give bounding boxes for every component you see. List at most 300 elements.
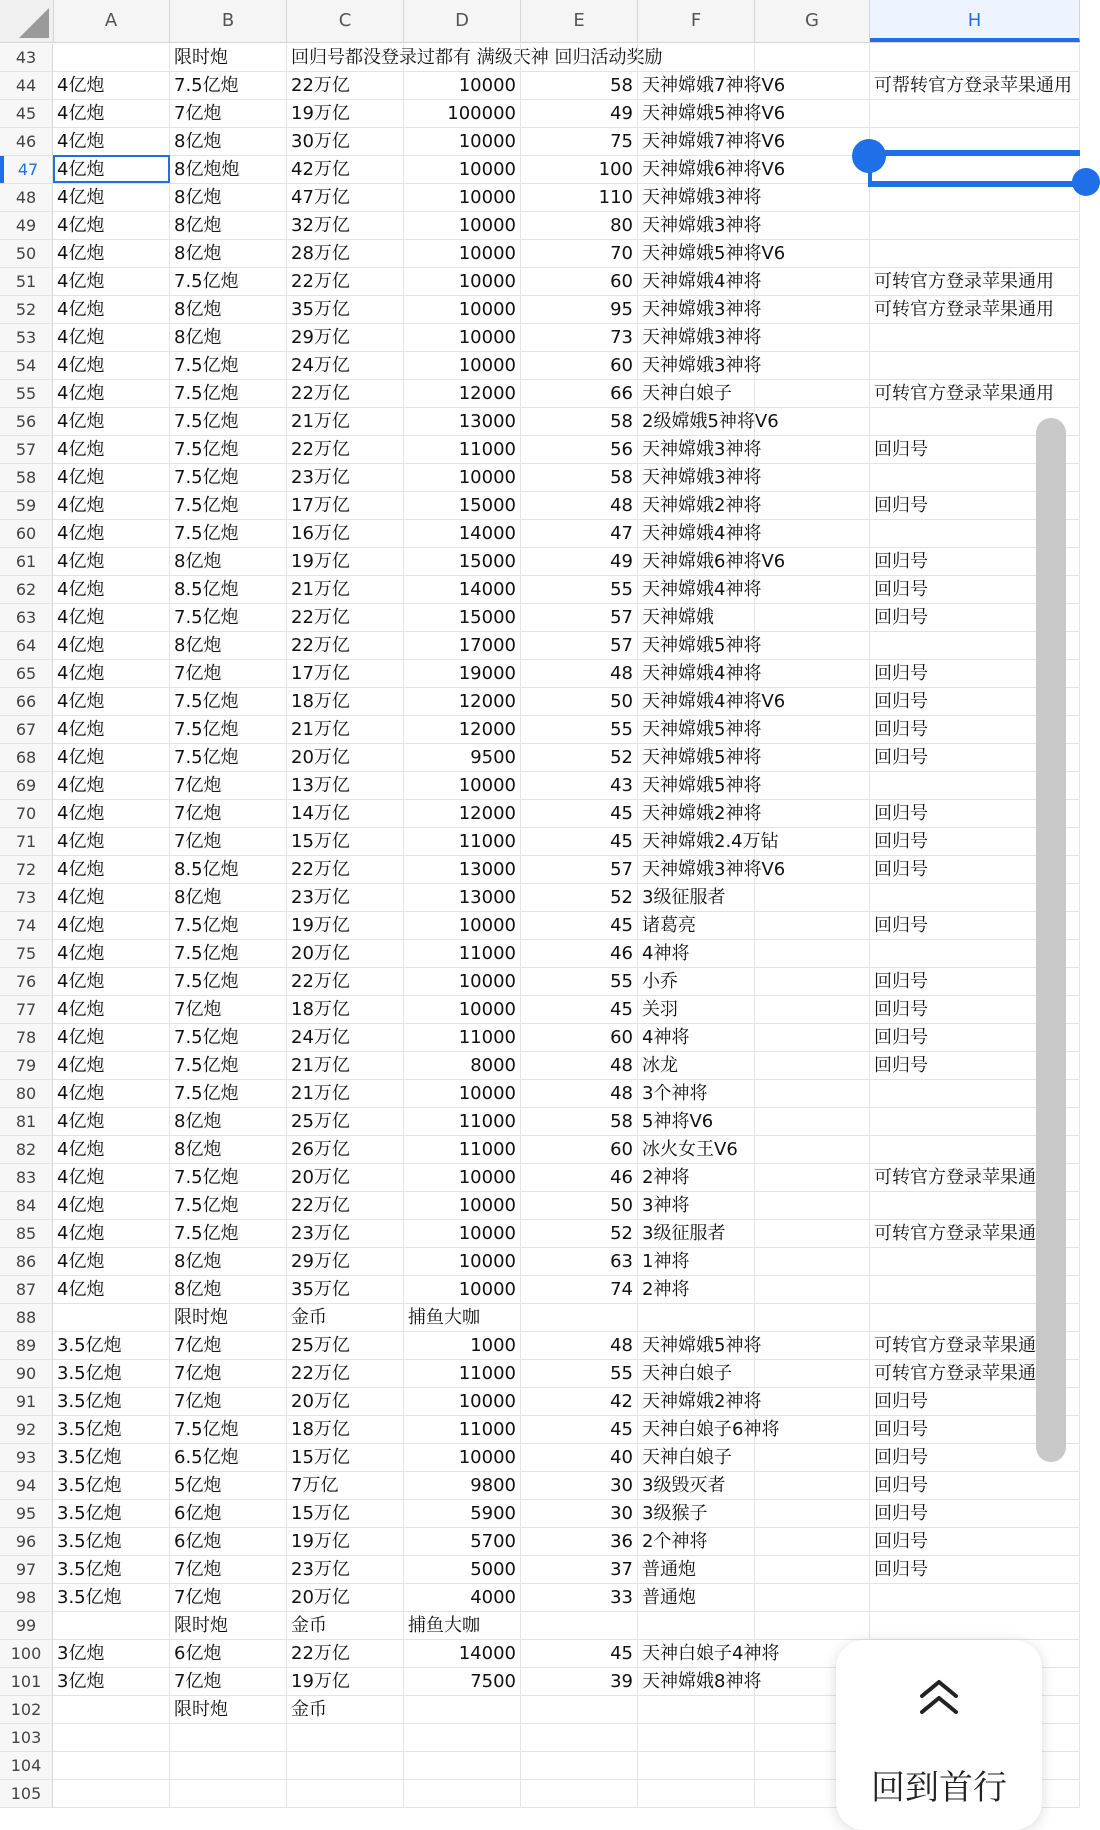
cell-g[interactable] [755,1388,870,1415]
cell-e[interactable]: 60 [521,1136,638,1163]
cell-f[interactable] [638,1696,755,1723]
cell-f[interactable] [638,1780,755,1807]
cell-e[interactable] [521,1752,638,1779]
cell-h[interactable]: 回归号 [870,436,1080,463]
cell-g[interactable] [755,72,870,99]
cell-h[interactable] [870,240,1080,267]
cell-d[interactable]: 10000 [404,184,521,211]
cell-c[interactable]: 29万亿 [287,1248,404,1275]
row-header[interactable]: 89 [0,1332,53,1359]
cell-e[interactable] [521,44,638,71]
cell-e[interactable]: 73 [521,324,638,351]
cell-g[interactable] [755,1360,870,1387]
cell-f[interactable]: 4神将 [638,940,755,967]
cell-h[interactable]: 可帮转官方登录苹果通用 [870,72,1080,99]
row-header[interactable]: 59 [0,492,53,519]
cell-g[interactable] [755,1500,870,1527]
cell-e[interactable]: 58 [521,1108,638,1135]
row-header[interactable]: 54 [0,352,53,379]
cell-e[interactable]: 55 [521,1360,638,1387]
cell-b[interactable]: 8亿炮 [170,1276,287,1303]
cell-h[interactable] [870,352,1080,379]
cell-d[interactable]: 5900 [404,1500,521,1527]
cell-g[interactable] [755,1192,870,1219]
cell-b[interactable]: 7.5亿炮 [170,1052,287,1079]
cell-c[interactable]: 24万亿 [287,1024,404,1051]
cell-d[interactable]: 17000 [404,632,521,659]
cell-a[interactable] [53,1780,170,1807]
cell-d[interactable]: 10000 [404,156,521,183]
cell-b[interactable]: 8亿炮 [170,1248,287,1275]
cell-b[interactable] [170,1780,287,1807]
cell-a[interactable]: 4亿炮 [53,996,170,1023]
row-header[interactable]: 68 [0,744,53,771]
cell-e[interactable]: 48 [521,1080,638,1107]
cell-d[interactable]: 10000 [404,772,521,799]
cell-b[interactable]: 7.5亿炮 [170,1192,287,1219]
cell-b[interactable]: 7亿炮 [170,660,287,687]
cell-f[interactable]: 5神将V6 [638,1108,755,1135]
cell-e[interactable]: 55 [521,968,638,995]
cell-g[interactable] [755,268,870,295]
cell-d[interactable]: 10000 [404,72,521,99]
cell-h[interactable]: 回归号 [870,744,1080,771]
cell-g[interactable] [755,1416,870,1443]
cell-a[interactable]: 4亿炮 [53,1276,170,1303]
column-header-f[interactable]: F [638,0,755,42]
cell-a[interactable]: 4亿炮 [53,520,170,547]
cell-f[interactable]: 天神嫦娥5神将V6 [638,240,755,267]
row-header[interactable]: 61 [0,548,53,575]
cell-a[interactable] [53,44,170,71]
row-header[interactable]: 99 [0,1612,53,1639]
cell-g[interactable] [755,1220,870,1247]
row-header[interactable]: 91 [0,1388,53,1415]
cell-d[interactable]: 11000 [404,828,521,855]
cell-c[interactable] [287,1724,404,1751]
row-header[interactable]: 84 [0,1192,53,1219]
cell-f[interactable]: 天神白娘子4神将 [638,1640,755,1667]
row-header[interactable]: 69 [0,772,53,799]
cell-f[interactable]: 天神嫦娥3神将 [638,464,755,491]
cell-c[interactable]: 19万亿 [287,1668,404,1695]
cell-f[interactable]: 天神白娘子 [638,380,755,407]
cell-b[interactable]: 8.5亿炮 [170,576,287,603]
cell-a[interactable]: 3.5亿炮 [53,1444,170,1471]
cell-f[interactable]: 天神嫦娥4神将 [638,576,755,603]
cell-b[interactable]: 7.5亿炮 [170,520,287,547]
cell-e[interactable]: 43 [521,772,638,799]
cell-h[interactable]: 回归号 [870,1388,1080,1415]
cell-c[interactable]: 35万亿 [287,296,404,323]
row-header[interactable]: 44 [0,72,53,99]
cell-g[interactable] [755,1108,870,1135]
cell-d[interactable]: 10000 [404,324,521,351]
cell-c[interactable]: 21万亿 [287,1052,404,1079]
cell-f[interactable]: 天神嫦娥2.4万钻 [638,828,755,855]
cell-c[interactable]: 20万亿 [287,1584,404,1611]
cell-e[interactable]: 50 [521,688,638,715]
row-header[interactable]: 80 [0,1080,53,1107]
cell-a[interactable]: 3亿炮 [53,1668,170,1695]
cell-c[interactable]: 20万亿 [287,1388,404,1415]
cell-h[interactable]: 回归号 [870,968,1080,995]
cell-b[interactable]: 7.5亿炮 [170,464,287,491]
cell-c[interactable]: 19万亿 [287,100,404,127]
cell-d[interactable]: 10000 [404,1388,521,1415]
cell-a[interactable]: 3.5亿炮 [53,1556,170,1583]
cell-c[interactable]: 15万亿 [287,1500,404,1527]
cell-f[interactable]: 天神嫦娥4神将 [638,268,755,295]
cell-f[interactable]: 普通炮 [638,1556,755,1583]
cell-a[interactable]: 4亿炮 [53,380,170,407]
row-header[interactable]: 74 [0,912,53,939]
cell-b[interactable]: 7.5亿炮 [170,268,287,295]
cell-f[interactable]: 天神嫦娥3神将 [638,296,755,323]
cell-h[interactable]: 可转官方登录苹果通 [870,1332,1080,1359]
cell-d[interactable]: 9800 [404,1472,521,1499]
cell-c[interactable]: 26万亿 [287,1136,404,1163]
cell-e[interactable]: 66 [521,380,638,407]
cell-h[interactable]: 回归号 [870,1052,1080,1079]
cell-f[interactable] [638,1612,755,1639]
cell-f[interactable]: 2神将 [638,1276,755,1303]
cell-a[interactable]: 4亿炮 [53,1192,170,1219]
cell-a[interactable]: 3.5亿炮 [53,1332,170,1359]
cell-e[interactable]: 42 [521,1388,638,1415]
cell-f[interactable]: 小乔 [638,968,755,995]
cell-d[interactable]: 15000 [404,604,521,631]
cell-e[interactable]: 52 [521,884,638,911]
cell-f[interactable] [638,1752,755,1779]
cell-e[interactable]: 48 [521,492,638,519]
cell-a[interactable] [53,1724,170,1751]
row-header[interactable]: 55 [0,380,53,407]
cell-b[interactable]: 8亿炮 [170,128,287,155]
cell-f[interactable]: 天神嫦娥5神将 [638,1332,755,1359]
cell-g[interactable] [755,324,870,351]
cell-f[interactable]: 天神嫦娥5神将 [638,772,755,799]
cell-g[interactable] [755,688,870,715]
cell-g[interactable] [755,1444,870,1471]
row-header[interactable]: 58 [0,464,53,491]
cell-f[interactable]: 天神嫦娥5神将 [638,716,755,743]
row-header[interactable]: 67 [0,716,53,743]
cell-a[interactable]: 4亿炮 [53,744,170,771]
cell-e[interactable]: 60 [521,268,638,295]
row-header[interactable]: 49 [0,212,53,239]
cell-h[interactable] [870,324,1080,351]
cell-d[interactable]: 10000 [404,968,521,995]
cell-c[interactable]: 29万亿 [287,324,404,351]
cell-f[interactable]: 天神嫦娥6神将V6 [638,156,755,183]
cell-d[interactable]: 11000 [404,1108,521,1135]
cell-d[interactable]: 4000 [404,1584,521,1611]
cell-e[interactable]: 110 [521,184,638,211]
cell-h[interactable]: 回归号 [870,1500,1080,1527]
cell-h[interactable]: 回归号 [870,548,1080,575]
row-header[interactable]: 95 [0,1500,53,1527]
cell-d[interactable]: 19000 [404,660,521,687]
cell-d[interactable]: 10000 [404,212,521,239]
cell-e[interactable]: 47 [521,520,638,547]
column-header-d[interactable]: D [404,0,521,42]
cell-f[interactable]: 3个神将 [638,1080,755,1107]
row-header[interactable]: 64 [0,632,53,659]
row-header[interactable]: 51 [0,268,53,295]
cell-g[interactable] [755,912,870,939]
cell-c[interactable]: 23万亿 [287,884,404,911]
cell-g[interactable] [755,548,870,575]
cell-d[interactable]: 10000 [404,1220,521,1247]
cell-a[interactable]: 3.5亿炮 [53,1584,170,1611]
cell-c[interactable]: 32万亿 [287,212,404,239]
cell-d[interactable]: 5700 [404,1528,521,1555]
cell-e[interactable]: 50 [521,1192,638,1219]
cell-g[interactable] [755,1332,870,1359]
cell-h[interactable] [870,100,1080,127]
cell-c[interactable]: 14万亿 [287,800,404,827]
cell-h[interactable] [870,156,1080,183]
row-header[interactable]: 43 [0,44,53,71]
cell-g[interactable] [755,1612,870,1639]
cell-f[interactable]: 天神嫦娥3神将 [638,324,755,351]
cell-c[interactable]: 22万亿 [287,436,404,463]
cell-a[interactable]: 4亿炮 [53,688,170,715]
cell-g[interactable] [755,100,870,127]
cell-d[interactable]: 5000 [404,1556,521,1583]
cell-c[interactable]: 19万亿 [287,548,404,575]
cell-f[interactable]: 天神白娘子 [638,1360,755,1387]
cell-a[interactable]: 4亿炮 [53,1164,170,1191]
row-header[interactable]: 100 [0,1640,53,1667]
vertical-scrollbar[interactable] [1036,418,1066,1462]
cell-d[interactable]: 11000 [404,1360,521,1387]
cell-e[interactable] [521,1780,638,1807]
cell-c[interactable]: 18万亿 [287,688,404,715]
cell-c[interactable]: 22万亿 [287,1360,404,1387]
cell-f[interactable]: 天神嫦娥8神将 [638,1668,755,1695]
cell-a[interactable]: 4亿炮 [53,800,170,827]
cell-g[interactable] [755,492,870,519]
cell-c[interactable]: 回归号都没登录过都有 满级天神 回归活动奖励 [287,44,404,71]
cell-g[interactable] [755,1024,870,1051]
cell-a[interactable]: 4亿炮 [53,156,170,183]
cell-a[interactable]: 3.5亿炮 [53,1360,170,1387]
cell-g[interactable] [755,520,870,547]
cell-d[interactable]: 8000 [404,1052,521,1079]
cell-d[interactable]: 13000 [404,856,521,883]
row-header[interactable]: 53 [0,324,53,351]
cell-c[interactable]: 24万亿 [287,352,404,379]
cell-b[interactable]: 7.5亿炮 [170,912,287,939]
cell-a[interactable] [53,1612,170,1639]
cell-a[interactable] [53,1696,170,1723]
cell-c[interactable]: 16万亿 [287,520,404,547]
cell-d[interactable]: 9500 [404,744,521,771]
row-header[interactable]: 46 [0,128,53,155]
cell-e[interactable]: 45 [521,1416,638,1443]
cell-f[interactable]: 天神嫦娥7神将V6 [638,128,755,155]
cell-g[interactable] [755,184,870,211]
cell-c[interactable]: 23万亿 [287,1556,404,1583]
cell-e[interactable]: 52 [521,744,638,771]
cell-g[interactable] [755,1080,870,1107]
cell-g[interactable] [755,604,870,631]
cell-h[interactable]: 可转官方登录苹果通用 [870,380,1080,407]
column-header-h[interactable]: H [870,0,1080,42]
cell-c[interactable]: 22万亿 [287,1192,404,1219]
cell-h[interactable]: 回归号 [870,800,1080,827]
cell-a[interactable]: 4亿炮 [53,856,170,883]
cell-d[interactable]: 10000 [404,1192,521,1219]
cell-d[interactable]: 10000 [404,240,521,267]
cell-c[interactable]: 22万亿 [287,72,404,99]
row-header[interactable]: 98 [0,1584,53,1611]
cell-a[interactable]: 4亿炮 [53,212,170,239]
cell-h[interactable]: 回归号 [870,1444,1080,1471]
cell-a[interactable]: 4亿炮 [53,968,170,995]
cell-g[interactable] [755,1136,870,1163]
cell-c[interactable]: 35万亿 [287,1276,404,1303]
cell-c[interactable]: 47万亿 [287,184,404,211]
cell-a[interactable]: 4亿炮 [53,72,170,99]
cell-g[interactable] [755,996,870,1023]
row-header[interactable]: 77 [0,996,53,1023]
column-header-a[interactable]: A [53,0,170,42]
row-header[interactable]: 65 [0,660,53,687]
column-header-g[interactable]: G [755,0,870,42]
row-header[interactable]: 90 [0,1360,53,1387]
cell-a[interactable]: 3.5亿炮 [53,1528,170,1555]
cell-e[interactable]: 48 [521,660,638,687]
cell-c[interactable]: 25万亿 [287,1332,404,1359]
cell-c[interactable]: 30万亿 [287,128,404,155]
cell-a[interactable]: 4亿炮 [53,828,170,855]
cell-h[interactable]: 回归号 [870,492,1080,519]
cell-g[interactable] [755,352,870,379]
cell-f[interactable]: 3级猴子 [638,1500,755,1527]
cell-e[interactable]: 33 [521,1584,638,1611]
cell-b[interactable]: 7.5亿炮 [170,1080,287,1107]
cell-c[interactable]: 20万亿 [287,1164,404,1191]
cell-d[interactable] [404,1780,521,1807]
cell-h[interactable]: 回归号 [870,716,1080,743]
cell-a[interactable]: 4亿炮 [53,1052,170,1079]
cell-b[interactable]: 7.5亿炮 [170,72,287,99]
cell-b[interactable]: 7亿炮 [170,772,287,799]
cell-a[interactable]: 4亿炮 [53,128,170,155]
cell-d[interactable]: 11000 [404,940,521,967]
cell-d[interactable]: 1000 [404,1332,521,1359]
cell-c[interactable]: 19万亿 [287,1528,404,1555]
cell-b[interactable]: 8亿炮 [170,1108,287,1135]
row-header[interactable]: 70 [0,800,53,827]
cell-a[interactable]: 4亿炮 [53,492,170,519]
cell-g[interactable] [755,660,870,687]
cell-h[interactable] [870,184,1080,211]
row-header[interactable]: 81 [0,1108,53,1135]
row-header[interactable]: 92 [0,1416,53,1443]
cell-e[interactable]: 80 [521,212,638,239]
cell-c[interactable]: 20万亿 [287,744,404,771]
cell-f[interactable]: 天神白娘子 [638,1444,755,1471]
cell-d[interactable]: 10000 [404,1248,521,1275]
cell-g[interactable] [755,212,870,239]
cell-f[interactable]: 2个神将 [638,1528,755,1555]
cell-h[interactable]: 回归号 [870,1472,1080,1499]
cell-d[interactable]: 7500 [404,1668,521,1695]
cell-e[interactable]: 58 [521,72,638,99]
cell-g[interactable] [755,800,870,827]
cell-b[interactable]: 7亿炮 [170,1360,287,1387]
cell-c[interactable]: 13万亿 [287,772,404,799]
cell-a[interactable]: 4亿炮 [53,884,170,911]
cell-d[interactable]: 10000 [404,1080,521,1107]
cell-a[interactable]: 3.5亿炮 [53,1472,170,1499]
row-header[interactable]: 105 [0,1780,53,1807]
cell-a[interactable] [53,1304,170,1331]
cell-e[interactable]: 45 [521,912,638,939]
cell-b[interactable]: 7.5亿炮 [170,352,287,379]
cell-c[interactable]: 15万亿 [287,828,404,855]
cell-d[interactable]: 11000 [404,1024,521,1051]
cell-a[interactable]: 4亿炮 [53,940,170,967]
cell-b[interactable]: 限时炮 [170,1304,287,1331]
cell-b[interactable]: 7.5亿炮 [170,408,287,435]
cell-e[interactable] [521,1696,638,1723]
cell-d[interactable]: 10000 [404,996,521,1023]
cell-e[interactable]: 75 [521,128,638,155]
cell-e[interactable]: 30 [521,1500,638,1527]
cell-a[interactable]: 4亿炮 [53,548,170,575]
row-header[interactable]: 60 [0,520,53,547]
cell-d[interactable]: 14000 [404,1640,521,1667]
cell-d[interactable] [404,44,521,71]
cell-e[interactable]: 48 [521,1332,638,1359]
cell-e[interactable]: 57 [521,632,638,659]
row-header[interactable]: 48 [0,184,53,211]
cell-h[interactable] [870,212,1080,239]
cell-b[interactable]: 8亿炮 [170,324,287,351]
cell-f[interactable]: 诸葛亮 [638,912,755,939]
cell-b[interactable]: 8亿炮 [170,296,287,323]
cell-f[interactable]: 天神嫦娥3神将 [638,184,755,211]
cell-g[interactable] [755,772,870,799]
cell-e[interactable]: 45 [521,828,638,855]
cell-e[interactable]: 55 [521,716,638,743]
cell-e[interactable]: 45 [521,1640,638,1667]
cell-d[interactable]: 14000 [404,576,521,603]
cell-b[interactable]: 8亿炮 [170,184,287,211]
cell-f[interactable] [638,1304,755,1331]
cell-d[interactable]: 10000 [404,128,521,155]
cell-a[interactable]: 4亿炮 [53,716,170,743]
cell-h[interactable]: 回归号 [870,1556,1080,1583]
cell-e[interactable]: 60 [521,1024,638,1051]
cell-c[interactable]: 22万亿 [287,380,404,407]
cell-g[interactable] [755,1164,870,1191]
back-to-top-button[interactable] [836,1640,1042,1830]
cell-e[interactable]: 48 [521,1052,638,1079]
cell-h[interactable]: 回归号 [870,1528,1080,1555]
cell-h[interactable]: 可转官方登录苹果通 [870,1220,1080,1247]
cell-e[interactable] [521,1612,638,1639]
cell-e[interactable]: 55 [521,576,638,603]
row-header[interactable]: 56 [0,408,53,435]
cell-h[interactable]: 回归号 [870,688,1080,715]
cell-b[interactable]: 8亿炮 [170,212,287,239]
